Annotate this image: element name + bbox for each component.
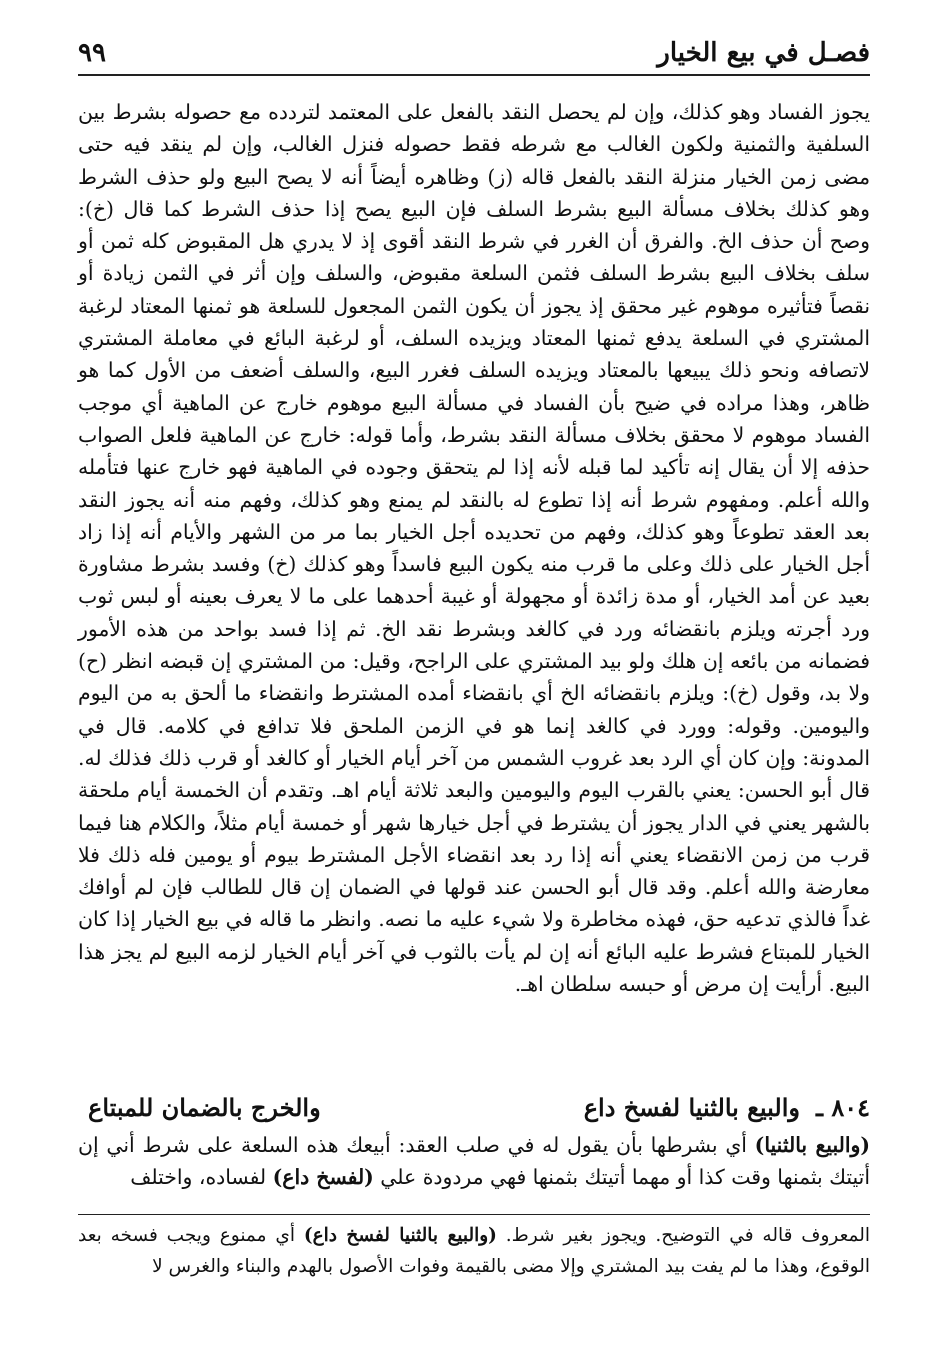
running-title: فصـل في بيع الخيار — [657, 38, 870, 68]
commentary-lemma: (والبيع بالثنيا) — [754, 1133, 870, 1157]
commentary-segment: لفساده، واختلف — [130, 1165, 273, 1190]
footnote-segment: المعروف قاله في التوضيح. ويجوز بغير شرط. — [496, 1225, 870, 1246]
footnote — [78, 1220, 870, 1282]
verse-number: ٨٠٤ ـ — [815, 1093, 870, 1122]
footnote-lemma: (والبيع بالثنيا لفسخ داع) — [303, 1225, 497, 1246]
main-text — [78, 96, 870, 1000]
commentary-lemma: (لفسخ داع) — [272, 1165, 374, 1190]
verse-first-hemistich: والبيع بالثنيا لفسخ داع — [583, 1093, 800, 1122]
footnote-paragraph — [78, 1220, 870, 1282]
verse-line — [78, 1087, 870, 1127]
footnote-rule — [78, 1214, 870, 1215]
commentary-paragraph — [78, 1129, 870, 1194]
body-paragraph: يجوز الفساد وهو كذلك، وإن لم يحصل النقد بالفعل على المعتمد لتردده مع حصوله بشرط بين السلفية والثمنية ولكون الغالب مع شرطه فقط حصوله فنزل الغالب، وإن لم ينقد فيه حتى مضى زمن الخيار منزلة النقد بالفعل قاله (ز) وظاهره أيضاً أنه لا يصح البيع ولو حذف الشرط وهو كذلك بخلاف مسألة البيع بشرط السلف فإن البيع يصح إذا حذف الشرط كما قال (خ): وصح أن حذف الخ. والفرق أن الغرر في شرط النقد أقوى إذ لا يدري هل المقبوض كله ثمن أو سلف بخلاف البيع بشرط السلف فثمن السلعة مقبوض، والسلف وإن أثر في الثمن زيادة أو نقصاً فتأثيره موهوم غير محقق إذ يجوز أن يكون الثمن المجعول للسلعة هو ثمنها المعتاد لرغبة المشتري في السلعة يدفع ثمنها المعتاد ويزيده السلف، أو لرغبة البائع في معاملة المشتري لاتصافه ونحو ذلك يبيعها بالمعتاد ويزيده السلف فغرر البيع، والسلف أضعف من الأول كما هو ظاهر، وهذا مراده في ضيح بأن الفساد في مسألة البيع موهوم خارج عن الماهية أي موجب الفساد موهوم لا محقق بخلاف مسألة النقد بشرط، وأما قوله: خارج عن الماهية فلعل الصواب حذفه إلا أن يقال إنه تأكيد لما قبله لأنه إذا لم يتحقق وجوده في الماهية فهو خارج عنها فتأمله والله أعلم. ومفهوم شرط أنه إذا تطوع له بالنقد لم يمنع وهو كذلك، وفهم منه أنه يجوز النقد بعد العقد تطوعاً وهو كذلك، وفهم من تحديده أجل الخيار بما مر من الشهر والأيام أنه إذا زاد أجل الخيار على ذلك وعلى ما قرب منه يكون البيع فاسداً وهو كذلك (خ) وفسد بشرط مشاورة بعيد عن أمد الخيار، أو مدة زائدة أو مجهولة أو غيبة أحدهما على ما لا يعرف بعينه أو لبس ثوب ورد أجرته ويلزم بانقضائه ورد في كالغد وبشرط نقد الخ. ثم إذا فسد بواحد من هذه الأمور فضمانه من بائعه إن هلك ولو بيد المشتري على الراجح، وقيل: من المشتري إن قبضه انظر (ح) ولا بد، وقول (خ): ويلزم بانقضائه الخ أي بانقضاء أمده المشترط وانقضاء ما ألحق به من اليوم واليومين. وقوله: وورد في كالغد إنما هو في الزمن الملحق فلا تدافع في كلامه. قال في المدونة: وإن كان أي الرد بعد غروب الشمس من آخر أيام الخيار أو كالغد أو قرب ذلك فذلك له. قال أبو الحسن: يعني بالقرب اليوم واليومين والبعد ثلاثة أيام اهـ. وتقدم أن الخمسة أيام ملحقة بالشهر يعني في الدار يجوز أن يشترط في أجل خيارها شهر أو خمسة أيام مثلاً، والكلام هنا فيما قرب من زمن الانقضاء يعني أنه إذا رد بعد انقضاء الأجل المشترط بيوم أو يومين فله ذلك فلا معارضة والله أعلم. وقد قال أبو الحسن عند قولها في الضمان إن قال للطالب فإن لم أوافك غداً فالذي تدعيه حق، فهذه مخاطرة ولا شيء عليه ما نصه. وانظر ما قاله في بيع الخيار إذا كان الخيار للمبتاع فشرط عليه البائع أنه إن لم يأت بالثوب في آخر أيام الخيار لزمه البيع لم يجز هذا البيع. أرأيت إن مرض أو حبسه سلطان اهـ. — [78, 100, 870, 997]
verse-second-hemistich: والخرج بالضمان للمبتاع — [88, 1093, 321, 1122]
footnote-segment: أي ممنوع ويجب فسخه بعد الوقوع، وهذا ما لم يفت بيد المشتري وإلا مضى بالقيمة وفوات الأصول بالهدم والبناء والغرس لا — [78, 1225, 870, 1277]
commentary-segment: أي بشرطها بأن يقول له في صلب العقد: أبيعك هذه السلعة على شرط أني إن أتيتك بثمنها وقت كذا أو مهما أتيتك بثمنها فهي مردودة علي — [78, 1133, 870, 1190]
page-number: ٩٩ — [78, 38, 106, 68]
page-header — [78, 36, 870, 76]
commentary-text — [78, 1129, 870, 1194]
header-rule — [78, 74, 870, 76]
